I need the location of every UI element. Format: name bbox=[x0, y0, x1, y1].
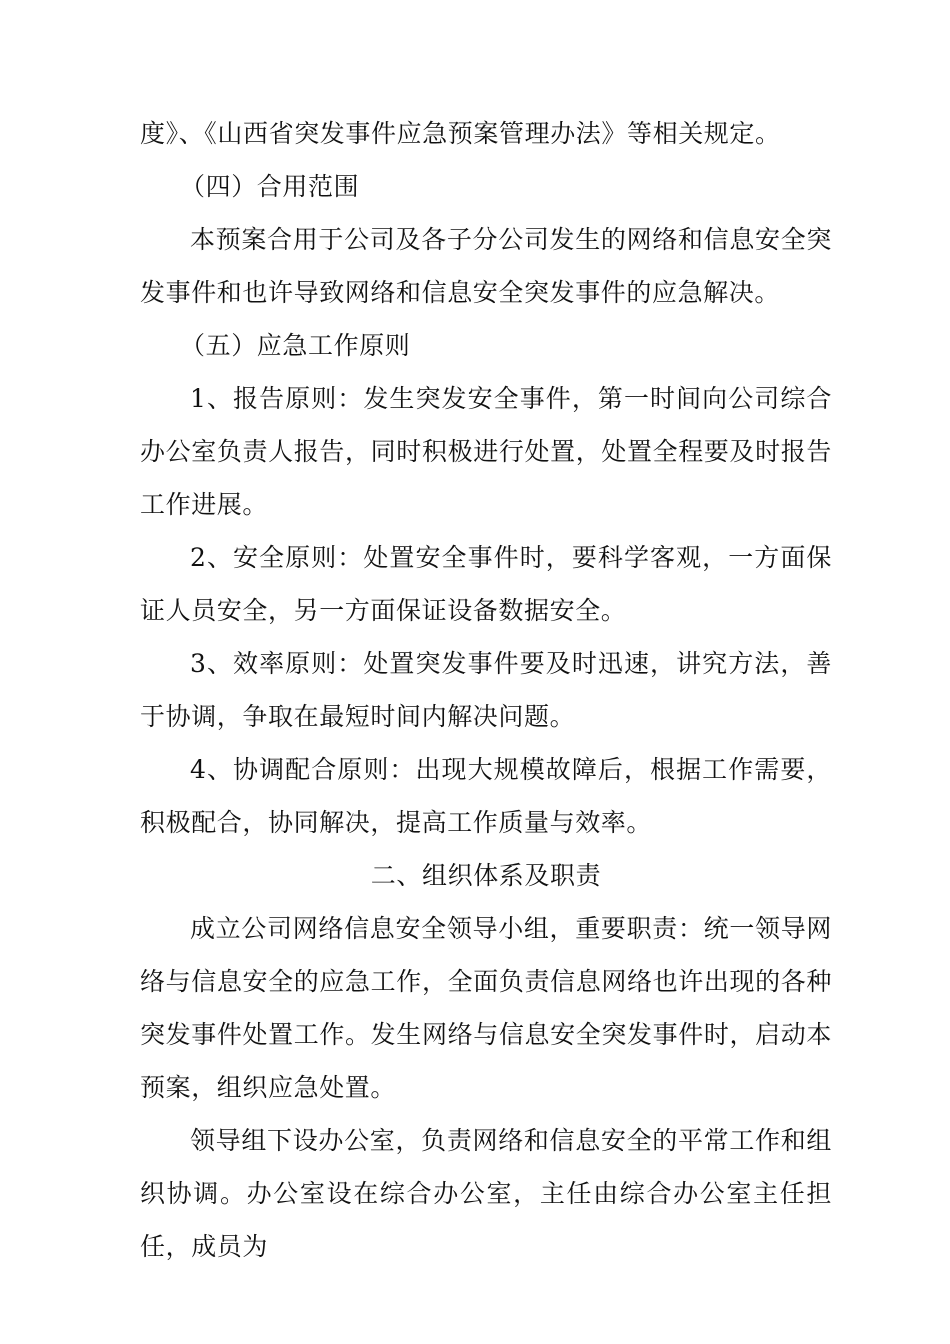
paragraph-office: 领导组下设办公室，负责网络和信息安全的平常工作和组织协调。办公室设在综合办公室，主任由综合办公室主任担任，成员为 bbox=[140, 1126, 832, 1261]
paragraph-organization: 成立公司网络信息安全领导小组，重要职责：统一领导网络与信息安全的应急工作，全面负责信息网络也许出现的各种突发事件处置工作。发生网络与信息安全突发事件时，启动本预案，组织应急处置。 bbox=[140, 914, 832, 1102]
section-heading-scope: （四）合用范围 bbox=[180, 172, 360, 201]
paragraph-principle-coordination: 4、协调配合原则：出现大规模故障后，根据工作需要，积极配合，协同解决，提高工作质量与效率。 bbox=[140, 755, 832, 837]
paragraph-principle-safety: 2、安全原则：处置安全事件时，要科学客观，一方面保证人员安全，另一方面保证设备数据安全。 bbox=[140, 543, 832, 625]
paragraph-continuation: 度》、《山西省突发事件应急预案管理办法》等相关规定。 bbox=[140, 119, 781, 148]
paragraph-scope: 本预案合用于公司及各子分公司发生的网络和信息安全突发事件和也许导致网络和信息安全突发事件的应急解决。 bbox=[140, 225, 832, 307]
paragraph-principle-report: 1、报告原则：发生突发安全事件，第一时间向公司综合办公室负责人报告，同时积极进行处置，处置全程要及时报告工作进展。 bbox=[140, 384, 832, 519]
section-heading-principles: （五）应急工作原则 bbox=[180, 331, 411, 360]
paragraph-principle-efficiency: 3、效率原则：处置突发事件要及时迅速，讲究方法，善于协调，争取在最短时间内解决问题。 bbox=[140, 649, 832, 731]
chapter-heading-organization: 二、组织体系及职责 bbox=[370, 861, 602, 890]
